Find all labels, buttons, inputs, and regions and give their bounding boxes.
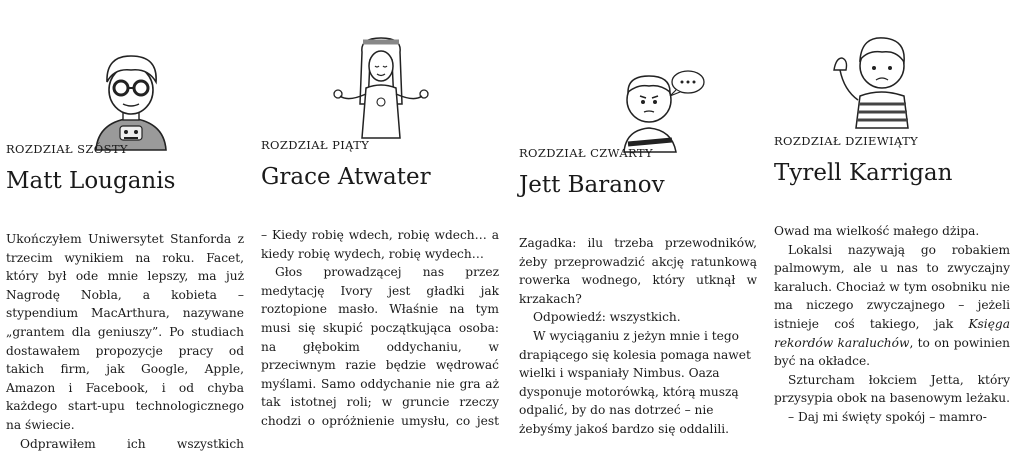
paragraph: Szturcham łokciem Jetta, który przysypia obok na basenowym leżaku. [774, 372, 1011, 406]
chapter-label: ROZDZIAŁ SZÓSTY [6, 142, 128, 156]
striped-shirt-boy-illustration [826, 20, 936, 130]
character-name: Jett Baranov [519, 172, 665, 198]
meditating-woman-illustration [326, 30, 436, 140]
paragraph: Ukończyłem Uniwersytet Stanforda z trzecim wynikiem na roku. Facet, który był ode mnie lepszy, ma już Nagrodę Nobla, a kobieta – stypendium MacArthura, nazywane „grantem dla geniuszy”. Po studiach dostawałem propozycje pracy od takich firm, jak Google, Apple, Amazon i Facebook, i od chyba każdego start-upu technologicznego na świecie. [6, 232, 244, 432]
chapter-text [774, 222, 1010, 427]
paragraph: W wyciąganiu z jeżyn mnie i tego drapiącego się kolesia pomaga nawet wielki i wspaniały Nimbus. Oaza dysponuje motorówką, którą muszą odpalić, by do nas dotrzeć – nie żebyśmy jakoś bardzo się oddalili. [519, 328, 751, 436]
text-span: Lokalsi nazywają go robakiem palmowym, ale u nas to zwyczajny karaluch. Chociaż w tym osobniku nie ma niczego zwyczajnego – jeżeli istnieje coś takiego, jak [774, 242, 1010, 331]
paragraph: Głos prowadzącej nas przez medytację Ivory jest gładki jak roztopione masło. Właśnie na tym musi się skupić początkująca osoba: na głębokim oddychaniu, w przeciwnym razie będzie wędrować myślami. Samo oddychanie nie gra aż tak istotnej roli; w gruncie rzeczy chodzi o opróżnienie umysłu, co jest [261, 265, 499, 428]
paragraph: – Daj mi święty spokój – mamro- [788, 409, 987, 424]
character-name: Matt Louganis [6, 168, 176, 194]
column-jett [519, 0, 759, 460]
boy-glasses-illustration [76, 42, 186, 152]
paragraph [774, 241, 1010, 371]
character-name: Grace Atwater [261, 164, 431, 190]
paragraph: Odprawiłem ich wszystkich [20, 436, 244, 451]
book-title: Księga rekordów karaluchów [774, 316, 1010, 350]
paragraph: Zagadka: ilu trzeba przewodników, żeby przeprowadzić akcję ratunkową rowerka wodnego, który utknął w krzakach? [519, 236, 757, 306]
character-name: Tyrell Karrigan [774, 160, 953, 186]
grumpy-boy-illustration [604, 48, 714, 158]
column-grace [261, 0, 501, 460]
chapter-label: ROZDZIAŁ DZIEWIĄTY [774, 134, 919, 148]
column-matt [6, 0, 246, 460]
paragraph: – Kiedy robię wdech, robię wdech… a kiedy robię wydech, robię wydech… [261, 228, 499, 261]
chapter-label: ROZDZIAŁ PIĄTY [261, 138, 370, 152]
chapter-text [519, 234, 757, 439]
text-span: , to on powinien być na okładce. [774, 335, 1011, 369]
chapter-text [261, 226, 499, 431]
paragraph: Odpowiedź: wszystkich. [533, 310, 681, 325]
chapter-label: ROZDZIAŁ CZWARTY [519, 146, 653, 160]
column-tyrell [774, 0, 1014, 460]
paragraph: Owad ma wielkość małego dżipa. [774, 224, 980, 238]
chapter-text [6, 230, 244, 453]
